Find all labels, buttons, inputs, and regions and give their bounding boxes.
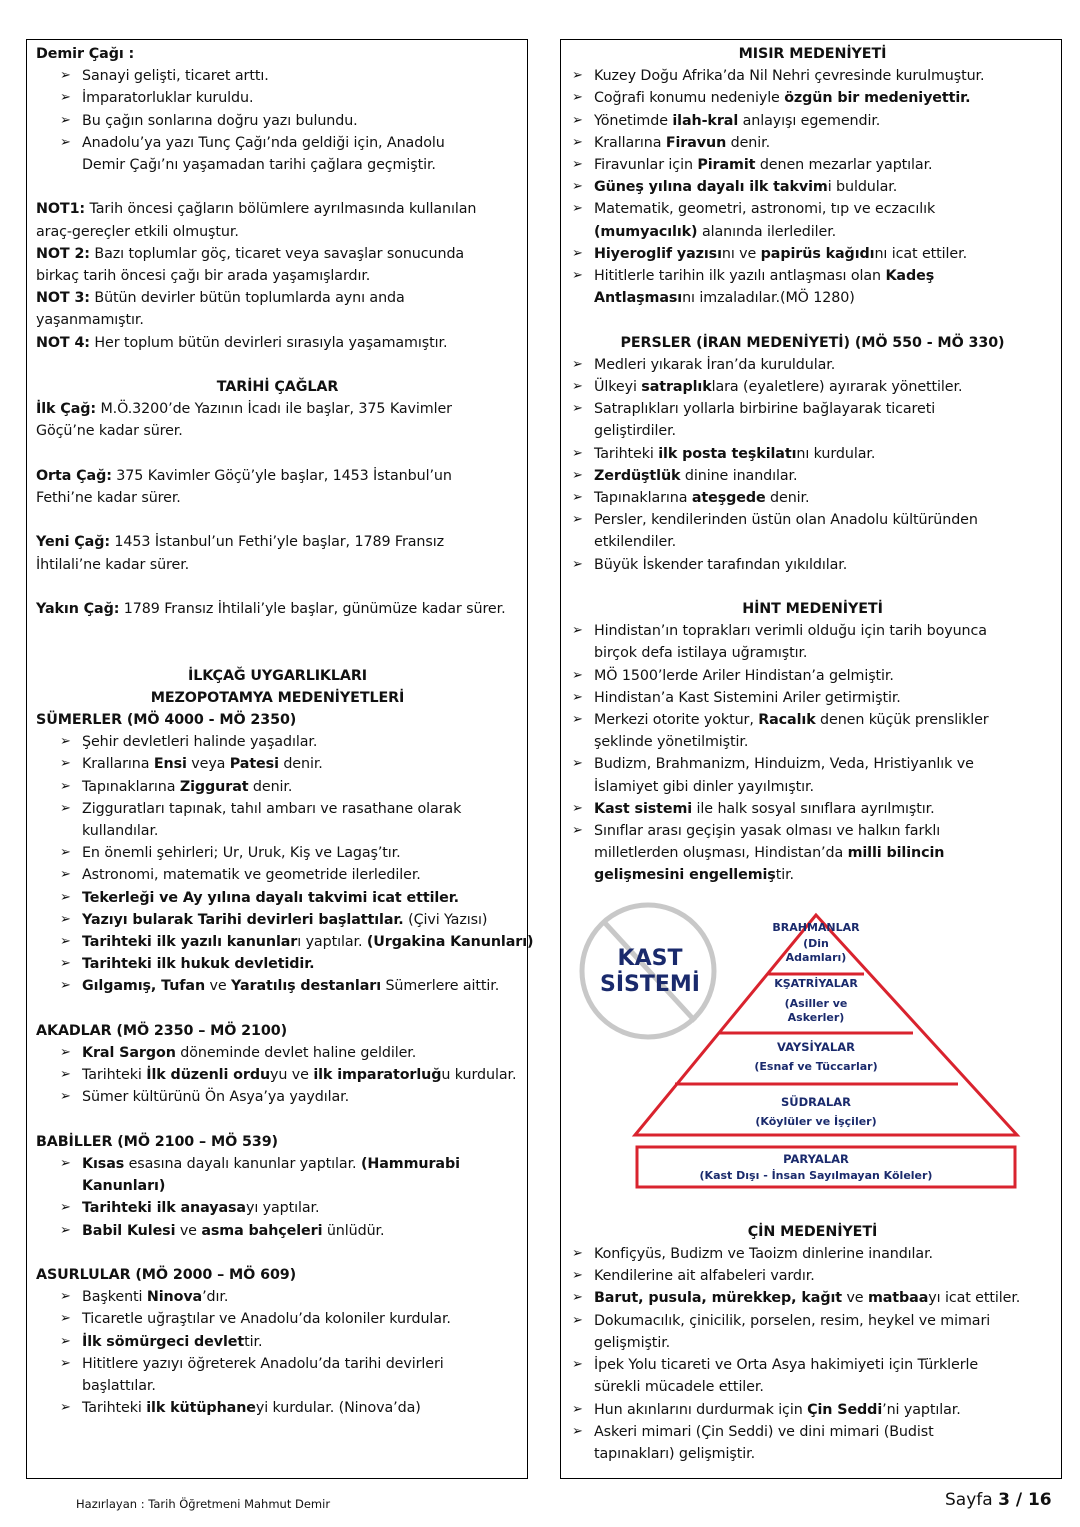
list-item: ➢ Zigguratları tapınak, tahıl ambarı ve rasathane olarak (58, 798, 519, 820)
list-item-continued: Kanunları) (82, 1178, 166, 1195)
kast-system-diagram (570, 893, 1040, 1193)
list-item: ➢ Babil Kulesi ve asma bahçeleri ünlüdür. (58, 1220, 519, 1242)
list-item: ➢ Gılgamış, Tufan ve Yaratılış destanları Sümerlere aittir. (58, 975, 519, 997)
note-line: NOT1: Tarih öncesi çağların bölümlere ayrılmasında kullanılan (36, 201, 477, 218)
kast-logo-line2: SİSTEMİ (600, 971, 700, 997)
list-item-continued: Antlaşmasını imzaladılar.(MÖ 1280) (594, 290, 855, 307)
kast-parya-sub: (Kast Dışı - İnsan Sayılmayan Köleler) (699, 1168, 933, 1182)
kast-brahman-sub1: (Din (803, 936, 829, 950)
note-line: Fethi’ne kadar sürer. (36, 490, 181, 507)
note-line: NOT 3: Bütün devirler bütün toplumlarda aynı anda (36, 290, 405, 307)
kast-logo-line1: KAST (617, 945, 683, 971)
list-item: ➢ Tarihteki ilk hukuk devletidir. (58, 953, 519, 975)
list-item-continued: birçok defa istilaya uğramıştır. (594, 645, 808, 662)
footer-author: Hazırlayan : Tarih Öğretmeni Mahmut Demir (76, 1497, 331, 1511)
list-item: ➢ Ticaretle uğraştılar ve Anadolu’da koloniler kurdular. (58, 1308, 519, 1330)
list-item: ➢ Kuzey Doğu Afrika’da Nil Nehri çevresinde kurulmuştur. (570, 65, 1055, 87)
list-item: ➢ Kral Sargon döneminde devlet haline geldiler. (58, 1042, 519, 1064)
kast-svg (570, 893, 1040, 1193)
list-item: ➢ Konfiçyüs, Budizm ve Taoizm dinlerine inandılar. (570, 1243, 1055, 1265)
list-item: ➢ Tekerleği ve Ay yılına dayalı takvimi icat ettiler. (58, 887, 519, 909)
list-item: ➢ Tapınaklarına Ziggurat denir. (58, 776, 519, 798)
list-item: ➢ Tarihteki ilk anayasayı yaptılar. (58, 1197, 519, 1219)
list-item-continued: Demir Çağı’nı yaşamadan tarihi çağlara geçmiştir. (82, 157, 436, 174)
list-item-continued: sürekli mücadele ettiler. (594, 1379, 764, 1396)
section-title: TARİHİ ÇAĞLAR (216, 379, 339, 396)
list-item: ➢ Ülkeyi satraplıklara (eyaletlere) ayırarak yönettiler. (570, 376, 1055, 398)
list-item: ➢ Hititlere yazıyı öğreterek Anadolu’da tarihi devirleri (58, 1353, 519, 1375)
list-item-continued: gelişmiştir. (594, 1334, 671, 1351)
list-item: ➢ Büyük İskender tarafından yıkıldılar. (570, 554, 1055, 576)
list-item: ➢ Bu çağın sonlarına doğru yazı bulundu. (58, 110, 519, 132)
list-item: ➢ Hititlerle tarihin ilk yazılı antlaşması olan Kadeş (570, 265, 1055, 287)
list-item: ➢ Tarihteki ilk kütüphaneyi kurdular. (Ninova’da) (58, 1397, 519, 1419)
kast-sudra: SÜDRALAR (780, 1094, 852, 1109)
list-item: ➢ Dokumacılık, çinicilik, porselen, resim, heykel ve mimari (570, 1310, 1055, 1332)
list-item: ➢ Budizm, Brahmanizm, Hinduizm, Veda, Hristiyanlık ve (570, 753, 1055, 775)
list-item: ➢ Anadolu’ya yazı Tunç Çağı’nda geldiği için, Anadolu (58, 132, 519, 154)
note-line: Göçü’ne kadar sürer. (36, 423, 183, 440)
left-column (26, 39, 534, 1479)
list-item: ➢ Kısas esasına dayalı kanunlar yaptılar. (Hammurabi (58, 1153, 519, 1175)
list-item-continued: şeklinde yönetilmiştir. (594, 734, 749, 751)
kast-vaysiya: VAYSİYALAR (776, 1039, 856, 1054)
list-item: ➢ Sanayi gelişti, ticaret arttı. (58, 65, 519, 87)
section-title: MEZOPOTAMYA MEDENİYETLERİ (150, 689, 405, 706)
list-item: ➢ Matematik, geometri, astronomi, tıp ve eczacılık (570, 198, 1055, 220)
note-line: birkaç tarih öncesi çağı bir arada yaşamışlardır. (36, 268, 371, 285)
list-item: ➢ Tarihteki ilk yazılı kanunları yaptılar. (Urgakina Kanunları) (58, 931, 519, 953)
list-item: ➢ Coğrafi konumu nedeniyle özgün bir medeniyettir. (570, 87, 1055, 109)
list-item: ➢ Tapınaklarına ateşgede denir. (570, 487, 1055, 509)
list-item-continued: etkilendiler. (594, 534, 677, 551)
list-item: ➢ Astronomi, matematik ve geometride ilerlediler. (58, 864, 519, 886)
list-item-continued: gelişmesini engellemiştir. (594, 867, 795, 884)
list-item: ➢ Hun akınlarını durdurmak için Çin Seddi’ni yaptılar. (570, 1399, 1055, 1421)
list-item: ➢ Kendilerine ait alfabeleri vardır. (570, 1265, 1055, 1287)
right-column (560, 39, 1062, 1479)
section-title: SÜMERLER (MÖ 4000 - MÖ 2350) (36, 711, 297, 728)
kast-ksatriya-sub1: (Asiller ve (784, 996, 848, 1010)
list-item-continued: geliştirdiler. (594, 423, 676, 440)
list-item: ➢ Yönetimde ilah-kral anlayışı egemendir. (570, 110, 1055, 132)
list-item: ➢ Başkenti Ninova’dır. (58, 1286, 519, 1308)
note-line: Yeni Çağ: 1453 İstanbul’un Fethi’yle başlar, 1789 Fransız (36, 534, 444, 551)
section-title: ÇİN MEDENİYETİ (747, 1223, 878, 1240)
list-item-continued: kullandılar. (82, 823, 159, 839)
note-line: NOT 4: Her toplum bütün devirleri sırasıyla yaşamamıştır. (36, 334, 448, 351)
page-label: Sayfa (945, 1490, 999, 1510)
list-item: ➢ Firavunlar için Piramit denen mezarlar yaptılar. (570, 154, 1055, 176)
section-title: MISIR MEDENİYETİ (738, 46, 887, 62)
kast-ksatriya-sub2: Askerler) (787, 1010, 845, 1024)
list-item: ➢ Hindistan’ın toprakları verimli olduğu için tarih boyunca (570, 620, 1055, 642)
section-title: Demir Çağı : (36, 46, 135, 62)
list-item-continued: tapınakları) gelişmiştir. (594, 1445, 756, 1462)
list-item: ➢ Tarihteki İlk düzenli orduyu ve ilk imparatorluğu kurdular. (58, 1064, 519, 1086)
list-item: ➢ İpek Yolu ticareti ve Orta Asya hakimiyeti için Türklerle (570, 1354, 1055, 1376)
list-item: ➢ Tarihteki ilk posta teşkilatını kurdular. (570, 443, 1055, 465)
section-title: AKADLAR (MÖ 2350 – MÖ 2100) (36, 1022, 288, 1039)
kast-sudra-sub: (Köylüler ve İşçiler) (755, 1114, 877, 1128)
list-item: ➢ Şehir devletleri halinde yaşadılar. (58, 731, 519, 753)
list-item: ➢ Kast sistemi ile halk sosyal sınıflara ayrılmıştır. (570, 798, 1055, 820)
list-item-continued: İslamiyet gibi dinler yayılmıştır. (594, 778, 814, 795)
page-current: 3 (998, 1490, 1010, 1510)
list-item-continued: başlattılar. (82, 1378, 156, 1395)
list-item: ➢ Barut, pusula, mürekkep, kağıt ve matbaayı icat ettiler. (570, 1287, 1055, 1309)
note-line: İhtilali’ne kadar sürer. (36, 556, 190, 573)
list-item: ➢ Güneş yılına dayalı ilk takvimi buldular. (570, 176, 1055, 198)
list-item: ➢ Sınıflar arası geçişin yasak olması ve halkın farklı (570, 820, 1055, 842)
section-title: BABİLLER (MÖ 2100 – MÖ 539) (36, 1133, 278, 1150)
section-title: ASURLULAR (MÖ 2000 – MÖ 609) (36, 1267, 297, 1284)
list-item: ➢ İlk sömürgeci devlettir. (58, 1331, 519, 1353)
list-item-continued: milletlerden oluşması, Hindistan’da milli bilincin (594, 845, 945, 862)
kast-parya: PARYALAR (783, 1151, 849, 1166)
note-line: yaşanmamıştır. (36, 312, 144, 329)
kast-brahman: BRAHMANLAR (772, 920, 860, 934)
list-item: ➢ Krallarına Ensi veya Patesi denir. (58, 753, 519, 775)
kast-brahman-sub2: Adamları) (785, 950, 847, 964)
list-item: ➢ Hindistan’a Kast Sistemini Ariler getirmiştir. (570, 687, 1055, 709)
list-item: ➢ İmparatorluklar kuruldu. (58, 87, 519, 109)
list-item: ➢ Zerdüştlük dinine inandılar. (570, 465, 1055, 487)
kast-ksatriya: KŞATRİYALAR (774, 976, 858, 990)
list-item: ➢ Satraplıkları yollarla birbirine bağlayarak ticareti (570, 398, 1055, 420)
note-line: Orta Çağ: 375 Kavimler Göçü’yle başlar, 1453 İstanbul’un (36, 467, 452, 484)
note-line: Yakın Çağ: 1789 Fransız İhtilali’yle başlar, günümüze kadar sürer. (36, 601, 506, 617)
list-item: ➢ Sümer kültürünü Ön Asya’ya yaydılar. (58, 1086, 519, 1108)
list-item: ➢ MÖ 1500’lerde Ariler Hindistan’a gelmiştir. (570, 665, 1055, 687)
list-item: ➢ Hiyeroglif yazısını ve papirüs kağıdını icat ettiler. (570, 243, 1055, 265)
list-item: ➢ Medleri yıkarak İran’da kuruldular. (570, 354, 1055, 376)
section-title: İLKÇAĞ UYGARLIKLARI (187, 667, 368, 684)
kast-vaysiya-sub: (Esnaf ve Tüccarlar) (754, 1059, 878, 1073)
list-item: ➢ Persler, kendilerinden üstün olan Anadolu kültüründen (570, 509, 1055, 531)
list-item: ➢ En önemli şehirleri; Ur, Uruk, Kiş ve Lagaş’tır. (58, 842, 519, 864)
list-item: ➢ Yazıyı bularak Tarihi devirleri başlattılar. (Çivi Yazısı) (58, 909, 519, 931)
page-separator: / (1009, 1490, 1028, 1510)
kast-logo (582, 905, 714, 1037)
list-item: ➢ Merkezi otorite yoktur, Racalık denen küçük prenslikler (570, 709, 1055, 731)
note-line: İlk Çağ: M.Ö.3200’de Yazının İcadı ile başlar, 375 Kavimler (36, 401, 452, 418)
list-item: ➢ Askeri mimari (Çin Seddi) ve dini mimari (Budist (570, 1421, 1055, 1443)
page-total: 16 (1027, 1490, 1052, 1510)
note-line: araç-gereçler etkili olmuştur. (36, 223, 239, 240)
list-item: ➢ Krallarına Firavun denir. (570, 132, 1055, 154)
note-line: NOT 2: Bazı toplumlar göç, ticaret veya savaşlar sonucunda (36, 245, 465, 262)
section-title: PERSLER (İRAN MEDENİYETİ) (MÖ 550 - MÖ 330) (620, 334, 1005, 351)
section-title: HİNT MEDENİYETİ (742, 601, 883, 618)
list-item-continued: (mumyacılık) alanında ilerlediler. (594, 223, 837, 240)
footer-page-number (945, 1490, 1052, 1510)
